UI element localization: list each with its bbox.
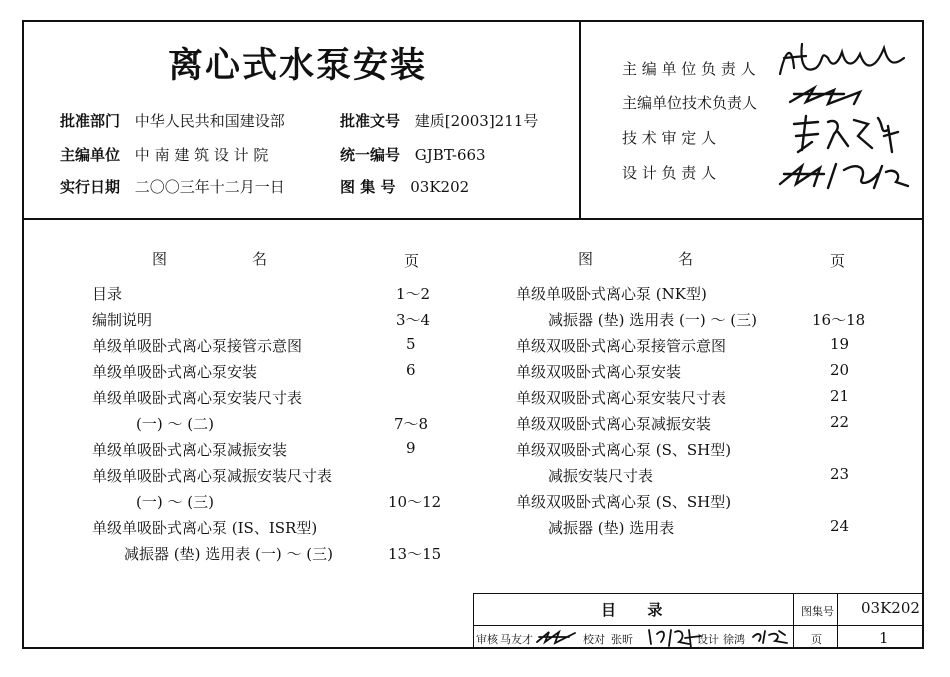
toc-page: 20 bbox=[830, 361, 850, 379]
toc-page: 3～4 bbox=[396, 311, 431, 329]
tb-atlas-label: 图集号 bbox=[801, 605, 834, 618]
tb-page-label: 页 bbox=[811, 633, 822, 646]
toc-item[interactable]: 单级单吸卧式离心泵安装尺寸表 bbox=[92, 389, 303, 407]
toc-page: 13～15 bbox=[388, 545, 442, 563]
effective-value: 二〇〇三年十二月一日 bbox=[134, 178, 285, 196]
toc-item[interactable]: 目录 bbox=[92, 285, 123, 303]
toc-right-header-page: 页 bbox=[830, 252, 846, 270]
toc-item-continuation[interactable]: 减振安装尺寸表 bbox=[548, 467, 654, 485]
tb-designer: 徐鸿 bbox=[723, 633, 745, 646]
effective-row bbox=[60, 176, 285, 197]
toc-item-continuation[interactable]: (一) ～ (三) bbox=[136, 493, 214, 511]
toc-page: 7～8 bbox=[394, 415, 429, 433]
toc-page: 19 bbox=[830, 335, 850, 353]
toc-item[interactable]: 单级双吸卧式离心泵安装 bbox=[516, 363, 682, 381]
editor-unit-label: 主编单位 bbox=[60, 146, 121, 164]
responsible-tech: 主编单位技术负责人 bbox=[622, 94, 758, 112]
atlas-label: 图 集 号 bbox=[340, 178, 396, 196]
responsible-design: 设 计 负 责 人 bbox=[622, 164, 717, 182]
header-divider bbox=[22, 218, 924, 220]
approval-doc-row bbox=[340, 110, 538, 131]
tb-checker-signature bbox=[645, 624, 705, 650]
signature-review bbox=[788, 112, 908, 156]
toc-page: 16～18 bbox=[812, 311, 866, 329]
approval-doc-label: 批准文号 bbox=[340, 112, 401, 130]
tb-design-label: 设计 bbox=[697, 633, 719, 646]
toc-item[interactable]: 单级双吸卧式离心泵安装尺寸表 bbox=[516, 389, 727, 407]
toc-item[interactable]: 单级双吸卧式离心泵 (S、SH型) bbox=[516, 441, 732, 459]
toc-item[interactable]: 单级双吸卧式离心泵接管示意图 bbox=[516, 337, 727, 355]
atlas-value: 03K202 bbox=[410, 178, 470, 196]
toc-item[interactable]: 单级单吸卧式离心泵 (NK型) bbox=[516, 285, 707, 303]
tb-review-label: 审核 bbox=[476, 633, 498, 646]
signature-tech bbox=[784, 80, 884, 110]
toc-left-header-name1: 图 bbox=[152, 250, 168, 268]
toc-item-continuation[interactable]: 减振器 (垫) 选用表 bbox=[548, 519, 675, 537]
tb-page-value: 1 bbox=[879, 629, 889, 647]
editor-unit-row bbox=[60, 144, 268, 165]
approval-dept-label: 批准部门 bbox=[60, 112, 121, 130]
toc-left-header-name2: 名 bbox=[252, 250, 268, 268]
toc-item[interactable]: 单级单吸卧式离心泵 (IS、ISR型) bbox=[92, 519, 318, 537]
toc-item-continuation[interactable]: 减振器 (垫) 选用表 (一) ～ (三) bbox=[124, 545, 333, 563]
serial-value: GJBT-663 bbox=[414, 146, 486, 164]
serial-row bbox=[340, 144, 486, 165]
toc-right-header-name2: 名 bbox=[678, 250, 694, 268]
approval-doc-value: 建质[2003]211号 bbox=[414, 112, 539, 130]
approval-dept-value: 中华人民共和国建设部 bbox=[134, 112, 285, 130]
responsible-review: 技 术 审 定 人 bbox=[622, 129, 717, 147]
toc-page: 22 bbox=[830, 413, 850, 431]
tb-atlas-value: 03K202 bbox=[861, 599, 920, 617]
toc-item[interactable]: 单级单吸卧式离心泵安装 bbox=[92, 363, 258, 381]
tb-reviewer: 马友才 bbox=[500, 633, 533, 646]
serial-label: 统一编号 bbox=[340, 146, 401, 164]
tb-checker: 张昕 bbox=[611, 633, 633, 646]
toc-item-continuation[interactable]: 减振器 (垫) 选用表 (一) ～ (三) bbox=[548, 311, 757, 329]
page-title: 离心式水泵安装 bbox=[168, 46, 428, 86]
toc-item[interactable]: 单级单吸卧式离心泵减振安装 bbox=[92, 441, 288, 459]
title-block bbox=[473, 593, 924, 649]
toc-page: 10～12 bbox=[388, 493, 442, 511]
effective-label: 实行日期 bbox=[60, 178, 121, 196]
signature-design bbox=[774, 154, 914, 194]
toc-page: 1～2 bbox=[396, 285, 431, 303]
approval-dept-row bbox=[60, 110, 285, 131]
tb-top-line bbox=[473, 593, 924, 594]
tb-vline-2 bbox=[837, 593, 838, 649]
atlas-row bbox=[340, 176, 469, 197]
toc-page: 9 bbox=[406, 439, 416, 457]
toc-item[interactable]: 单级双吸卧式离心泵 (S、SH型) bbox=[516, 493, 732, 511]
tb-reviewer-signature bbox=[535, 628, 581, 646]
tb-left-line bbox=[473, 593, 474, 649]
toc-page: 23 bbox=[830, 465, 850, 483]
toc-left-header-page: 页 bbox=[404, 252, 420, 270]
toc-item[interactable]: 编制说明 bbox=[92, 311, 153, 329]
toc-right-header-name1: 图 bbox=[578, 250, 594, 268]
toc-item[interactable]: 单级单吸卧式离心泵接管示意图 bbox=[92, 337, 303, 355]
toc-page: 5 bbox=[406, 335, 416, 353]
tb-vline-1 bbox=[793, 593, 794, 649]
tb-designer-signature bbox=[751, 627, 791, 645]
toc-page: 24 bbox=[830, 517, 850, 535]
toc-page: 6 bbox=[406, 361, 416, 379]
toc-item[interactable]: 单级双吸卧式离心泵减振安装 bbox=[516, 415, 712, 433]
toc-item[interactable]: 单级单吸卧式离心泵减振安装尺寸表 bbox=[92, 467, 333, 485]
editor-unit-value: 中 南 建 筑 设 计 院 bbox=[134, 146, 269, 164]
tb-check-label: 校对 bbox=[583, 633, 605, 646]
toc-item-continuation[interactable]: (一) ～ (二) bbox=[136, 415, 214, 433]
toc-page: 21 bbox=[830, 387, 850, 405]
responsible-chief: 主 编 单 位 负 责 人 bbox=[622, 60, 756, 78]
signature-chief bbox=[772, 38, 912, 86]
tb-drawing-name: 目 录 bbox=[601, 601, 663, 619]
header-vertical-divider bbox=[579, 20, 581, 219]
